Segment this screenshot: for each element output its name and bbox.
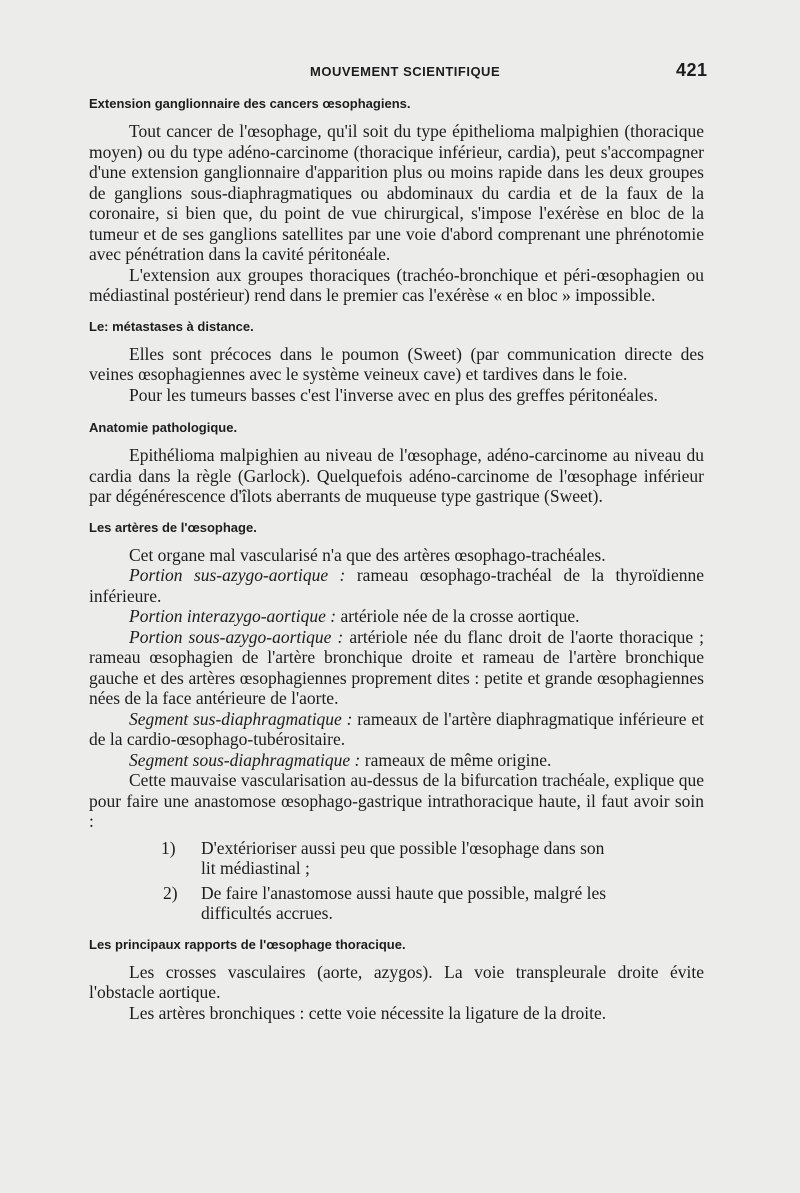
- term: Portion sus-azygo-aortique :: [129, 565, 346, 585]
- section-heading: Extension ganglionnaire des cancers œsophagiens.: [89, 96, 411, 111]
- paragraph: Pour les tumeurs basses c'est l'inverse avec en plus des greffes péritonéales.: [129, 384, 658, 405]
- definition: rameau œsophago-trachéal de la thyroïdienne inférieure.: [89, 565, 704, 606]
- section-heading: Les artères de l'œsophage.: [89, 519, 257, 535]
- paragraph: [89, 750, 704, 771]
- running-title: MOUVEMENT SCIENTIFIQUE: [310, 64, 501, 79]
- paragraph: Les crosses vasculaires (aorte, azygos). La voie transpleurale droite évite l'obstacle aortique.: [89, 961, 704, 1002]
- list-item: [89, 883, 704, 924]
- paragraph: [89, 606, 704, 627]
- list-text-continued: difficultés accrues.: [201, 903, 333, 923]
- page-content: [89, 95, 704, 1023]
- paragraph: L'extension aux groupes thoraciques (trachéo-bronchique et péri-œsophagien ou médiastinal postérieur) rend dans le premier cas l'exérèse « en bloc » impossible.: [89, 264, 704, 305]
- list-number: 1): [161, 837, 176, 858]
- section-heading: Anatomie pathologique.: [89, 420, 238, 435]
- paragraph: [89, 627, 704, 709]
- paragraph: Cette mauvaise vascularisation au-dessus de la bifurcation trachéale, explique que pour faire une anastomose œsophago-gastrique intrathoracique haute, il faut avoir soin :: [89, 770, 704, 831]
- list-text: D'extérioriser aussi peu que possible l'œsophage dans son: [201, 837, 605, 858]
- list-item: [89, 838, 704, 879]
- list-number: 2): [163, 882, 178, 903]
- term: Portion interazygo-aortique :: [129, 606, 337, 626]
- section-extension-ganglionnaire: [89, 95, 704, 306]
- term: Portion sous-azygo-aortique :: [129, 626, 344, 647]
- section-anatomie-pathologique: [89, 419, 704, 507]
- section-heading: Le: métastases à distance.: [89, 318, 254, 334]
- paragraph: Cet organe mal vascularisé n'a que des artères œsophago-trachéales.: [129, 544, 606, 565]
- paragraph: [89, 709, 704, 750]
- paragraph: Epithélioma malpighien au niveau de l'œsophage, adéno-carcinome au niveau du cardia dans la règle (Garlock). Quelquefois adéno-carcinome de l'œsophage inférieur par dégénérescence d'îlots aberrants de muqueuse type gastrique (Sweet).: [89, 445, 704, 506]
- definition: artériole née de la crosse aortique.: [336, 606, 580, 626]
- term: Segment sous-diaphragmatique :: [129, 749, 361, 770]
- section-metastases: [89, 318, 704, 406]
- page-number: 421: [676, 60, 708, 80]
- list-text-continued: lit médiastinal ;: [201, 858, 310, 878]
- definition: artériole née du flanc droit de l'aorte thoracique ; rameau œsophagien de l'artère bronchique droite et rameau de l'artère bronchique gauche et des artères œsophagiennes proprement dites : petite et grande œsophagiennes nées de la face antérieure de l'aorte.: [89, 626, 704, 708]
- term: Segment sus-diaphragmatique :: [129, 708, 353, 729]
- section-principaux-rapports: [89, 936, 704, 1024]
- paragraph: Elles sont précoces dans le poumon (Sweet) (par communication directe des veines œsophagiennes avec le système veineux cave) et tardives dans le foie.: [89, 343, 704, 384]
- definition: rameaux de même origine.: [360, 749, 552, 770]
- paragraph: [89, 565, 704, 606]
- section-heading: Les principaux rapports de l'œsophage thoracique.: [89, 936, 406, 952]
- list-text: De faire l'anastomose aussi haute que possible, malgré les: [201, 882, 607, 903]
- paragraph: Tout cancer de l'œsophage, qu'il soit du type épithelioma malpighien (thoracique moyen) ou du type adéno-carcinome (thoracique inférieur, cardia), peut s'accompagner d'une extension ganglionnaire d'apparition plus ou moins rapide dans les deux groupes de ganglions sous-diaphragmatiques ou abdominaux du cardia et de la faux de la coronaire, si bien que, du point de vue chirurgical, s'impose l'exérèse en bloc de la tumeur et de ses ganglions satellites par une voie d'abord comprenant une phrénotomie avec pénétration dans la cavité péritonéale.: [89, 121, 704, 264]
- section-arteres-oesophage: [89, 519, 704, 924]
- paragraph: Les artères bronchiques : cette voie nécessite la ligature de la droite.: [129, 1002, 607, 1023]
- definition: rameaux de l'artère diaphragmatique inférieure et de la cardio-œsophago-tubérositaire.: [89, 708, 704, 749]
